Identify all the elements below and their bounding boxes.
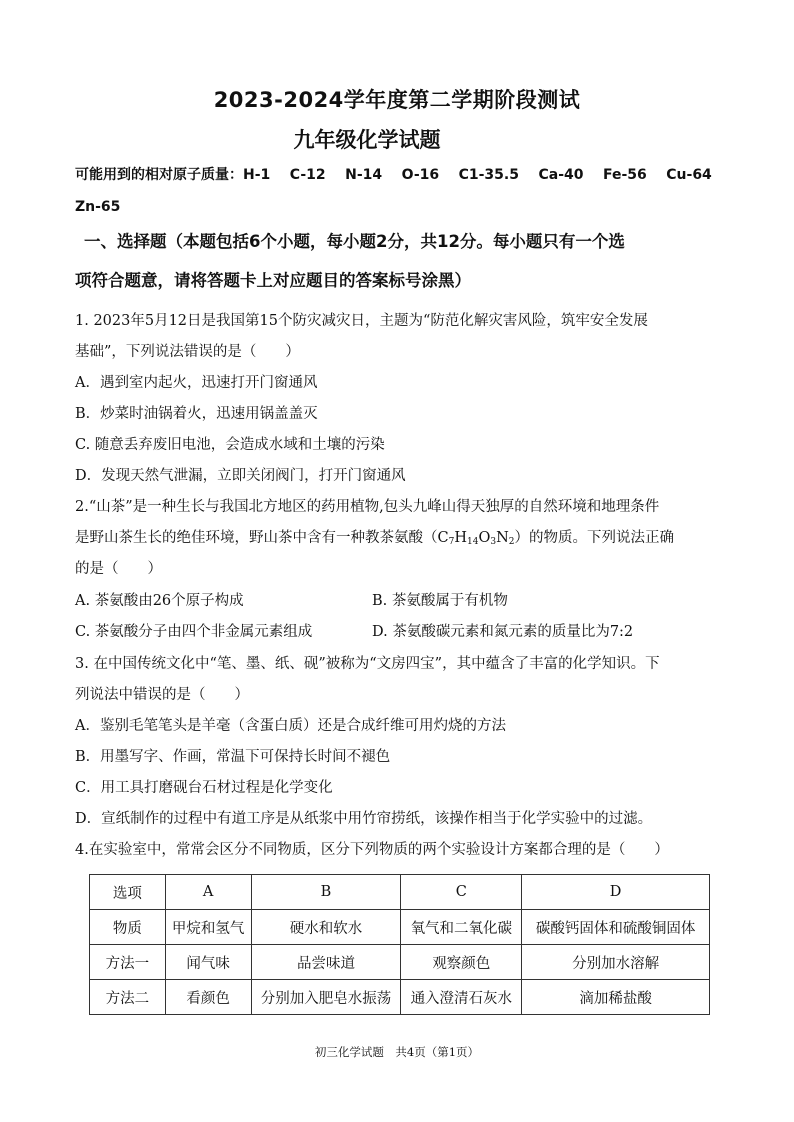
q1-option-b: B．炒菜时油锅着火，迅速用锅盖盖灭 <box>75 406 318 422</box>
table-cell: A <box>165 875 251 910</box>
q3-option-a: A．鉴别毛笔笔头是羊毫（含蛋白质）还是合成纤维可用灼烧的方法 <box>75 718 506 734</box>
q2-stem-line-1: 2.“山茶”是一种生长与我国北方地区的药用植物,包头九峰山得天独厚的自然环境和地理条件 <box>75 499 660 515</box>
table-cell: 方法二 <box>90 980 166 1015</box>
exam-subtitle: 九年级化学试题 <box>293 128 441 152</box>
table-cell: B <box>251 875 401 910</box>
table-cell: 滴加稀盐酸 <box>522 980 710 1015</box>
exam-title: 2023-2024学年度第二学期阶段测试 <box>213 88 581 112</box>
table-cell: 分别加水溶解 <box>522 945 710 980</box>
q3-option-c: C．用工具打磨砚台石材过程是化学变化 <box>75 780 333 796</box>
table-cell: 方法一 <box>90 945 166 980</box>
q2-options-row-1 <box>75 591 725 611</box>
table-cell: C <box>401 875 522 910</box>
table-cell: 品尝味道 <box>251 945 401 980</box>
table-cell: 硬水和软水 <box>251 910 401 945</box>
atomic-mass-line <box>75 165 725 185</box>
q4-options-table <box>89 874 710 1015</box>
section-heading-line-1: 一、选择题（本题包括6个小题，每小题2分，共12分。每小题只有一个选 <box>84 232 625 251</box>
q2-option-d: D. 茶氨酸碳元素和氮元素的质量比为7:2 <box>372 624 634 640</box>
q2-formula: $C_7H_{14}O_3N_2$ <box>437 530 515 547</box>
table-row <box>90 945 710 980</box>
table-cell: D <box>522 875 710 910</box>
q2-option-c: C. 茶氨酸分子由四个非金属元素组成 <box>75 624 313 640</box>
table-cell: 分别加入肥皂水振荡 <box>251 980 401 1015</box>
q4-stem: 4.在实验室中，常常会区分不同物质，区分下列物质的两个实验设计方案都合理的是（ ） <box>75 842 669 858</box>
q1-option-c: C. 随意丢弃废旧电池，会造成水域和土壤的污染 <box>75 437 385 453</box>
q2-stem-line-3: 的是（ ） <box>75 561 162 577</box>
table-cell: 观察颜色 <box>401 945 522 980</box>
q3-option-d: D．宣纸制作的过程中有道工序是从纸浆中用竹帘捞纸，该操作相当于化学实验中的过滤。 <box>75 811 653 827</box>
atomic-mass-values: H-1 C-12 N-14 O-16 C1-35.5 Ca-40 Fe-56 Cu-64 <box>243 167 712 183</box>
q1-option-a: A．遇到室内起火，迅速打开门窗通风 <box>75 375 318 391</box>
table-row <box>90 910 710 945</box>
table-cell: 看颜色 <box>165 980 251 1015</box>
q3-option-b: B．用墨写字、作画，常温下可保持长时间不褪色 <box>75 749 391 765</box>
q2-option-a: A. 茶氨酸由26个原子构成 <box>75 593 244 609</box>
q1-option-d: D．发现天然气泄漏，立即关闭阀门，打开门窗通风 <box>75 468 406 484</box>
table-row <box>90 875 710 910</box>
table-cell: 甲烷和氢气 <box>165 910 251 945</box>
atomic-mass-label: 可能用到的相对原子质量： <box>75 167 243 183</box>
table-cell: 选项 <box>90 875 166 910</box>
table-cell: 通入澄清石灰水 <box>401 980 522 1015</box>
q3-stem-line-1: 3. 在中国传统文化中“笔、墨、纸、砚”被称为“文房四宝”，其中蕴含了丰富的化学知识。下 <box>75 656 660 672</box>
q2-option-b: B. 茶氨酸属于有机物 <box>372 593 508 609</box>
q2-stem-text-end: ）的物质。下列说法正确 <box>514 530 674 546</box>
table-cell: 氧气和二氧化碳 <box>401 910 522 945</box>
table-cell: 闻气味 <box>165 945 251 980</box>
q2-stem-text: 是野山茶生长的绝佳环境，野山茶中含有一种教茶氨酸（ <box>75 530 438 546</box>
q1-stem-line-2: 基础”，下列说法错误的是（ ） <box>75 344 300 360</box>
q1-stem-line-1: 1. 2023年5月12日是我国第15个防灾减灾日，主题为“防范化解灾害风险，筑牢安全发展 <box>75 313 648 329</box>
table-cell: 碳酸钙固体和硫酸铜固体 <box>522 910 710 945</box>
page-footer: 初三化学试题 共4页（第1页） <box>314 1045 480 1059</box>
section-heading-line-2: 项符合题意，请将答题卡上对应题目的答案标号涂黑） <box>75 271 471 290</box>
q2-options-row-2 <box>75 622 725 642</box>
table-row <box>90 980 710 1015</box>
atomic-mass-line-2: Zn-65 <box>75 199 121 215</box>
table-cell: 物质 <box>90 910 166 945</box>
q3-stem-line-2: 列说法中错误的是（ ） <box>75 687 249 703</box>
q2-stem-line-2 <box>75 528 725 552</box>
